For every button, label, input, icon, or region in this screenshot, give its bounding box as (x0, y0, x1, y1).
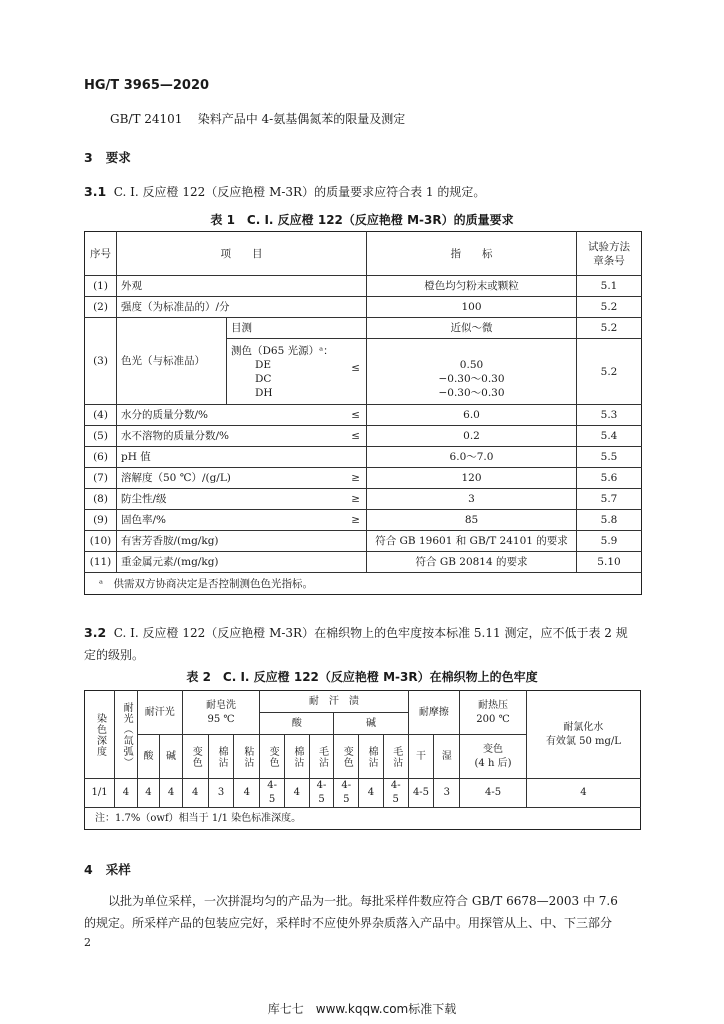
t1-row-item: 溶解度（50 ℃）/(g/L) ≥ (117, 468, 367, 489)
t1-row-method: 5.4 (577, 426, 642, 447)
section-4-title: 采样 (105, 862, 131, 877)
t1-row-no: (5) (85, 426, 117, 447)
t2-value: 4 (234, 779, 260, 808)
t1-row-item: 固色率/% ≥ (117, 510, 367, 531)
t1-row3-de: DE (255, 358, 272, 371)
table-1 (84, 231, 642, 595)
t1-row-item: 有害芳香胺/(mg/kg) (117, 531, 367, 552)
section-3-number: 3 (84, 150, 93, 165)
t2-head-depth: 染色深度 (85, 691, 115, 779)
t1-row-no: (7) (85, 468, 117, 489)
t2-sub-acid-cotton: 棉沾 (284, 735, 309, 779)
clause-3-2-number: 3.2 (84, 625, 107, 640)
sampling-line1: 以批为单位采样，一次拼混均匀的产品为一批。每批采样件数应符合 GB/T 6678—2003 中 7.6 (108, 894, 618, 908)
t1-row-method: 5.5 (577, 447, 642, 468)
normative-reference (110, 110, 405, 127)
t1-row-no: (1) (85, 276, 117, 297)
t1-row3-visual-label: 目测 (227, 318, 367, 339)
t1-row-no: (2) (85, 297, 117, 318)
t2-head-chlorine-conc: 有效氯 50 mg/L (545, 735, 621, 747)
t2-value: 3 (208, 779, 234, 808)
t2-value: 4-5 (408, 779, 434, 808)
t1-row3-instr-method: 5.2 (577, 339, 642, 405)
t2-head-perspire: 耐 汗 渍 (260, 691, 408, 713)
t1-head-method: 试验方法 章条号 (577, 232, 642, 276)
t1-row-no: (8) (85, 489, 117, 510)
t1-row-item: 水不溶物的质量分数/% ≤ (117, 426, 367, 447)
t1-row-spec: 120 (367, 468, 577, 489)
clause-3-1 (84, 181, 485, 203)
t1-row-method: 5.9 (577, 531, 642, 552)
t2-head-hot-temp: 200 ℃ (476, 713, 510, 725)
t1-row-method: 5.10 (577, 552, 642, 573)
t2-sub-wash-cotton: 棉沾 (208, 735, 234, 779)
t1-row-cmp: ≥ (351, 514, 360, 526)
t1-row-spec: 橙色均匀粉末或颗粒 (367, 276, 577, 297)
t1-row-spec: 6.0～7.0 (367, 447, 577, 468)
t1-row-spec: 0.2 (367, 426, 577, 447)
t2-sub-hot-duration: (4 h 后) (474, 757, 512, 769)
t1-row-method: 5.1 (577, 276, 642, 297)
t1-row-no: (9) (85, 510, 117, 531)
table-2-caption: 表 2 C. I. 反应橙 122（反应艳橙 M-3R）在棉织物上的色牢度 (186, 670, 538, 684)
clause-3-2-text-line1: C. I. 反应橙 122（反应艳橙 M-3R）在棉织物上的色牢度按本标准 5.11 测定，应不低于表 2 规 (113, 626, 628, 640)
t2-value: 4-5 (383, 779, 408, 808)
t1-row-spec: 3 (367, 489, 577, 510)
t1-row3-item: 色光（与标准品） (117, 318, 227, 405)
t2-value: 4 (160, 779, 183, 808)
t1-row3-visual-method: 5.2 (577, 318, 642, 339)
t1-row-item: 外观 (117, 276, 367, 297)
t2-sub-acid-wool: 毛沾 (309, 735, 334, 779)
t2-sub-wash-change: 变色 (182, 735, 208, 779)
t2-value: 4 (115, 779, 138, 808)
t1-row-no: (4) (85, 405, 117, 426)
t2-head-perspire-light: 耐汗光 (137, 691, 182, 735)
t1-row3-de-value: 0.50 (459, 358, 484, 371)
t2-sub-hot-change: 变色 (4 h 后) (460, 735, 527, 779)
sampling-paragraph (84, 890, 644, 934)
t1-row3-dh: DH (255, 386, 273, 399)
t1-row3-instr-spec (367, 339, 577, 405)
t1-row-no: (11) (85, 552, 117, 573)
t1-row-spec: 符合 GB 20814 的要求 (367, 552, 577, 573)
clause-3-2 (84, 622, 644, 666)
t2-sub-rub-dry: 干 (408, 735, 434, 779)
t1-row-spec: 100 (367, 297, 577, 318)
sampling-line2: 的规定。所采样产品的包装应完好，采样时不应使外界杂质落入产品中。用探管从上、中、下三部分 (84, 916, 613, 930)
t2-sub-wash-viscose: 粘沾 (234, 735, 260, 779)
t1-row-item: 水分的质量分数/% ≤ (117, 405, 367, 426)
t1-row-method: 5.6 (577, 468, 642, 489)
t2-value-depth: 1/1 (85, 779, 115, 808)
t1-row-spec: 85 (367, 510, 577, 531)
t1-row3-no: (3) (85, 318, 117, 405)
t2-head-rub: 耐摩擦 (408, 691, 460, 735)
reference-std: GB/T 24101 (110, 112, 183, 126)
section-4-number: 4 (84, 862, 93, 877)
t1-row-item: 重金属元素/(mg/kg) (117, 552, 367, 573)
t2-sub-alkali-cotton: 棉沾 (359, 735, 384, 779)
t1-row-cmp: ≤ (351, 409, 360, 421)
section-4-heading (84, 860, 131, 878)
t1-row3-instr (227, 339, 367, 405)
t1-head-spec: 指 标 (367, 232, 577, 276)
table-1-caption: 表 1 C. I. 反应橙 122（反应艳橙 M-3R）的质量要求 (210, 213, 514, 227)
t2-value: 4 (284, 779, 309, 808)
table-2 (84, 690, 641, 830)
t2-head-wash-temp: 95 ℃ (207, 713, 235, 725)
t1-row3-dc: DC (255, 372, 272, 385)
standard-code: HG/T 3965—2020 (84, 78, 210, 93)
t2-sub-rub-wet: 湿 (434, 735, 460, 779)
clause-3-1-text: C. I. 反应橙 122（反应艳橙 M-3R）的质量要求应符合表 1 的规定。 (113, 185, 486, 199)
section-3-heading (84, 148, 131, 166)
t1-row-no: (10) (85, 531, 117, 552)
t1-row-spec: 符合 GB 19601 和 GB/T 24101 的要求 (367, 531, 577, 552)
t2-value: 3 (434, 779, 460, 808)
t1-row-no: (6) (85, 447, 117, 468)
t1-row-item: 强度（为标准品的）/分 (117, 297, 367, 318)
t2-sub-alkali-wool: 毛沾 (383, 735, 408, 779)
t1-row-item: pH 值 (117, 447, 367, 468)
t2-sub-alkali: 碱 (160, 735, 183, 779)
t2-head-alkali: 碱 (334, 713, 408, 735)
t1-row3-dh-value: −0.30～0.30 (438, 386, 505, 399)
page-number: 2 (84, 936, 91, 949)
t1-row-cmp: ≥ (351, 493, 360, 505)
t2-sub-acid-change: 变色 (260, 735, 285, 779)
t2-value: 4 (526, 779, 640, 808)
clause-3-1-number: 3.1 (84, 184, 107, 199)
t2-value: 4-5 (260, 779, 285, 808)
t1-row-method: 5.7 (577, 489, 642, 510)
t1-row3-visual-spec: 近似～微 (367, 318, 577, 339)
t1-head-item: 项 目 (117, 232, 367, 276)
t2-head-light: 耐光（氙弧） (115, 691, 138, 779)
footer-watermark: 库七七 www.kqqw.com标准下载 (267, 1002, 457, 1016)
t2-head-chlorine: 耐氯化水 有效氯 50 mg/L (526, 691, 640, 779)
t1-row-method: 5.3 (577, 405, 642, 426)
t1-row-cmp: ≤ (351, 430, 360, 442)
t1-row-method: 5.2 (577, 297, 642, 318)
t1-head-no: 序号 (85, 232, 117, 276)
t2-value: 4-5 (334, 779, 359, 808)
t2-sub-alkali-change: 变色 (334, 735, 359, 779)
t2-value: 4 (182, 779, 208, 808)
t1-footnote: ᵃ 供需双方协商决定是否控制测色色光指标。 (85, 573, 642, 595)
t1-row-item: 防尘性/级 ≥ (117, 489, 367, 510)
t2-value: 4-5 (460, 779, 527, 808)
t2-sub-acid: 酸 (137, 735, 160, 779)
t1-row3-dc-value: −0.30～0.30 (438, 372, 505, 385)
t1-row3-instr-label: 测色（D65 光源）ᵃ： (231, 344, 334, 357)
t1-row-method: 5.8 (577, 510, 642, 531)
reference-title: 染料产品中 4-氨基偶氮苯的限量及测定 (197, 112, 406, 126)
t2-value: 4 (359, 779, 384, 808)
t2-head-hot: 耐热压 200 ℃ (460, 691, 527, 735)
section-3-title: 要求 (105, 150, 131, 165)
t2-head-acid: 酸 (260, 713, 334, 735)
t1-row3-cmp: ≤ (351, 362, 360, 374)
t2-head-wash: 耐皂洗 95 ℃ (182, 691, 259, 735)
t2-value: 4 (137, 779, 160, 808)
t2-value: 4-5 (309, 779, 334, 808)
clause-3-2-text-line2: 定的级别。 (84, 648, 145, 662)
t1-row-cmp: ≥ (351, 472, 360, 484)
t2-note: 注：1.7%（owf）相当于 1/1 染色标准深度。 (85, 808, 641, 830)
t1-row-spec: 6.0 (367, 405, 577, 426)
